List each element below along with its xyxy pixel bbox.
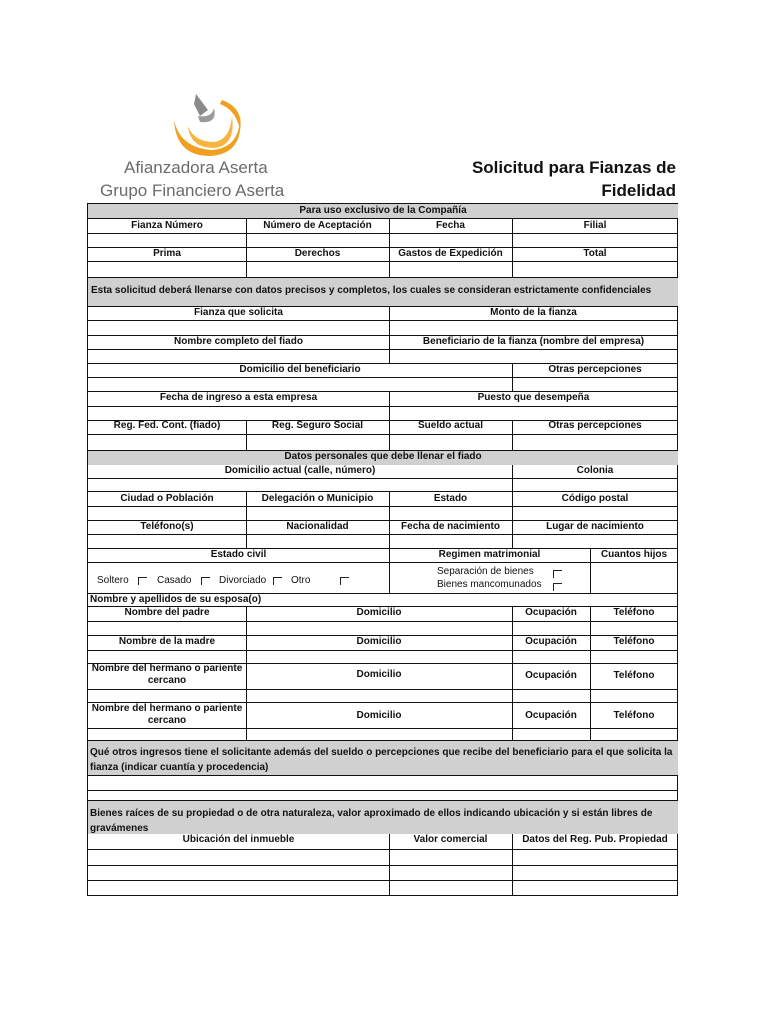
label-ciudad: Ciudad o Población: [120, 493, 214, 504]
label-fianza-numero: Fianza Número: [131, 220, 203, 231]
label-monto-fianza: Monto de la fianza: [490, 307, 577, 318]
label-numero-aceptacion: Número de Aceptación: [263, 220, 372, 231]
label-telefonos: Teléfono(s): [140, 521, 194, 532]
label-beneficiario: Beneficiario de la fianza (nombre del empresa): [422, 336, 645, 347]
label-cuantos-hijos: Cuantos hijos: [600, 549, 668, 560]
label-ubicacion-inmueble: Ubicación del inmueble: [182, 834, 295, 845]
label-fianza-solicita: Fianza que solicita: [194, 307, 283, 318]
label-delegacion: Delegación o Municipio: [261, 493, 374, 504]
label-domicilio-padre: Domicilio: [356, 607, 402, 618]
label-ocupacion-padre: Ocupación: [525, 607, 577, 618]
label-otras-percepciones-2: Otras percepciones: [548, 420, 642, 431]
option-bienes-mancomunados: Bienes mancomunados: [437, 579, 542, 590]
option-casado: Casado: [157, 575, 192, 586]
instructions-text: Esta solicitud deberá llenarse con datos precisos y completos, los cuales se consideran estrictamente confidenciales: [91, 285, 652, 296]
label-valor-comercial: Valor comercial: [413, 834, 488, 845]
label-ocupacion-madre: Ocupación: [525, 636, 577, 647]
label-ocupacion-hermano-2: Ocupación: [525, 710, 577, 721]
checkbox-soltero[interactable]: [138, 577, 147, 585]
label-telefono-hermano-1: Teléfono: [613, 670, 655, 681]
label-derechos: Derechos: [294, 248, 341, 259]
label-telefono-madre: Teléfono: [613, 636, 655, 647]
personal-data-heading: Datos personales que debe llenar el fiado: [284, 451, 482, 462]
other-income-question: Qué otros ingresos tiene el solicitante además del sueldo o percepciones que recibe del beneficiario para el que solicita la fianza (indicar cuantía y procedencia): [90, 747, 673, 773]
checkbox-bienes-mancomunados[interactable]: [553, 583, 562, 591]
label-puesto: Puesto que desempeña: [477, 392, 590, 403]
label-prima: Prima: [153, 248, 181, 259]
label-otras-percepciones-1: Otras percepciones: [548, 364, 642, 375]
label-filial: Filial: [583, 220, 607, 231]
label-fecha: Fecha: [436, 220, 465, 231]
label-domicilio-hermano-2: Domicilio: [356, 710, 402, 721]
label-esposa: Nombre y apellidos de su esposa(o): [90, 594, 262, 605]
checkbox-divorciado[interactable]: [273, 577, 282, 585]
label-estado-civil: Estado civil: [210, 549, 267, 560]
label-fecha-nacimiento: Fecha de nacimiento: [401, 521, 500, 532]
option-soltero: Soltero: [97, 575, 129, 586]
label-domicilio-beneficiario: Domicilio del beneficiario: [239, 364, 361, 375]
logo-orange-arc-3: [220, 100, 241, 130]
label-nombre-madre: Nombre de la madre: [118, 636, 216, 647]
checkbox-otro[interactable]: [340, 577, 349, 585]
label-telefono-hermano-2: Teléfono: [613, 710, 655, 721]
label-rfc: Reg. Fed. Cont. (fiado): [113, 420, 221, 431]
label-nacionalidad: Nacionalidad: [286, 521, 349, 532]
label-seguro-social: Reg. Seguro Social: [271, 420, 364, 431]
label-lugar-nacimiento: Lugar de nacimiento: [546, 521, 644, 532]
label-sueldo-actual: Sueldo actual: [417, 420, 483, 431]
application-form: [87, 203, 678, 896]
form-title-line2: Fidelidad: [601, 181, 676, 200]
label-nombre-fiado: Nombre completo del fiado: [174, 336, 303, 347]
checkbox-casado[interactable]: [201, 577, 210, 585]
label-fecha-ingreso: Fecha de ingreso a esta empresa: [159, 392, 318, 403]
company-name: Afianzadora Aserta: [124, 158, 268, 177]
option-otro: Otro: [291, 575, 311, 586]
company-logo: [160, 86, 260, 160]
logo-gray-arrow: [194, 94, 208, 116]
label-hermano-2: Nombre del hermano o pariente cercano: [91, 703, 243, 726]
label-datos-registro: Datos del Reg. Pub. Propiedad: [522, 834, 668, 845]
company-use-heading: Para uso exclusivo de la Compañía: [299, 205, 467, 216]
label-domicilio-actual: Domicilio actual (calle, número): [224, 465, 376, 476]
label-domicilio-madre: Domicilio: [356, 636, 402, 647]
option-divorciado: Divorciado: [219, 575, 267, 586]
real-estate-question: Bienes raíces de su propiedad o de otra naturaleza, valor aproximado de ellos indicando ubicación y si están libres de gravámenes: [90, 808, 653, 834]
label-telefono-padre: Teléfono: [613, 607, 655, 618]
company-group-name: Grupo Financiero Aserta: [100, 181, 285, 200]
label-colonia: Colonia: [576, 465, 614, 476]
checkbox-separacion-bienes[interactable]: [553, 570, 562, 578]
option-separacion-bienes: Separación de bienes: [437, 566, 534, 577]
label-regimen: Regimen matrimonial: [438, 549, 541, 560]
label-total: Total: [583, 248, 607, 259]
label-nombre-padre: Nombre del padre: [124, 607, 210, 618]
label-hermano-1: Nombre del hermano o pariente cercano: [91, 663, 243, 686]
label-domicilio-hermano-1: Domicilio: [356, 669, 402, 680]
label-ocupacion-hermano-1: Ocupación: [525, 670, 577, 681]
label-gastos-expedicion: Gastos de Expedición: [398, 248, 503, 259]
form-title-line1: Solicitud para Fianzas de: [471, 158, 676, 177]
label-codigo-postal: Código postal: [561, 493, 629, 504]
label-estado: Estado: [433, 493, 468, 504]
